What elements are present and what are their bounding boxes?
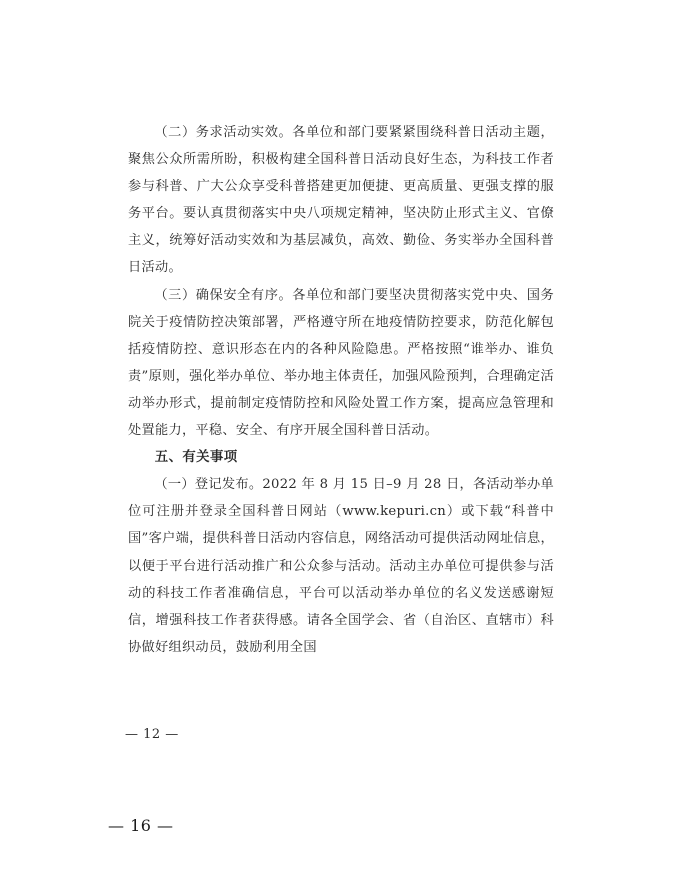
paragraph-safety-order: （三）确保安全有序。各单位和部门要坚决贯彻落实党中央、国务院关于疫情防控决策部署，严格遵守所在地疫情防控要求，防范化解包括疫情防控、意识形态在内的各种风险隐患。严格按照“谁举办、谁负责”原则，强化举办单位、举办地主体责任，加强风险预判，合理确定活动举办形式，提前制定疫情防控和风险处置工作方案，提高应急管理和处置能力，平稳、安全、有序开展全国科普日活动。 (128, 287, 554, 439)
paragraph-registration: （一）登记发布。2022 年 8 月 15 日–9 月 28 日，各活动举办单位可注册并登录全国科普日网站（www.kepuri.cn）或下载“科普中国”客户端，提供科普日活动内容信息，网络活动可提供活动网址信息，以便于平台进行活动推广和公众参与活动。活动主办单位可提供参与活动的科技工作者准确信息，平台可以活动举办单位的名义发送感谢短信，增强科技工作者获得感。请各全国学会、省（自治区、直辖市）科协做好组织动员，鼓励利用全国 (128, 477, 554, 655)
outer-page-number: — 16 — (108, 816, 174, 835)
paragraph-work-effectiveness: （二）务求活动实效。各单位和部门要紧紧围绕科普日活动主题，聚焦公众所需所盼，积极构建全国科普日活动良好生态，为科技工作者参与科普、广大公众享受科普搭建更加便捷、更高质量、更强支撑的服务平台。要认真贯彻落实中央八项规定精神，坚决防止形式主义、官僚主义，统筹好活动实效和为基层减负，高效、勤俭、务实举办全国科普日活动。 (128, 125, 554, 276)
inner-page-number: — 12 — (125, 727, 179, 742)
document-body (128, 119, 554, 661)
section-heading: 五、有关事项 (154, 450, 238, 466)
